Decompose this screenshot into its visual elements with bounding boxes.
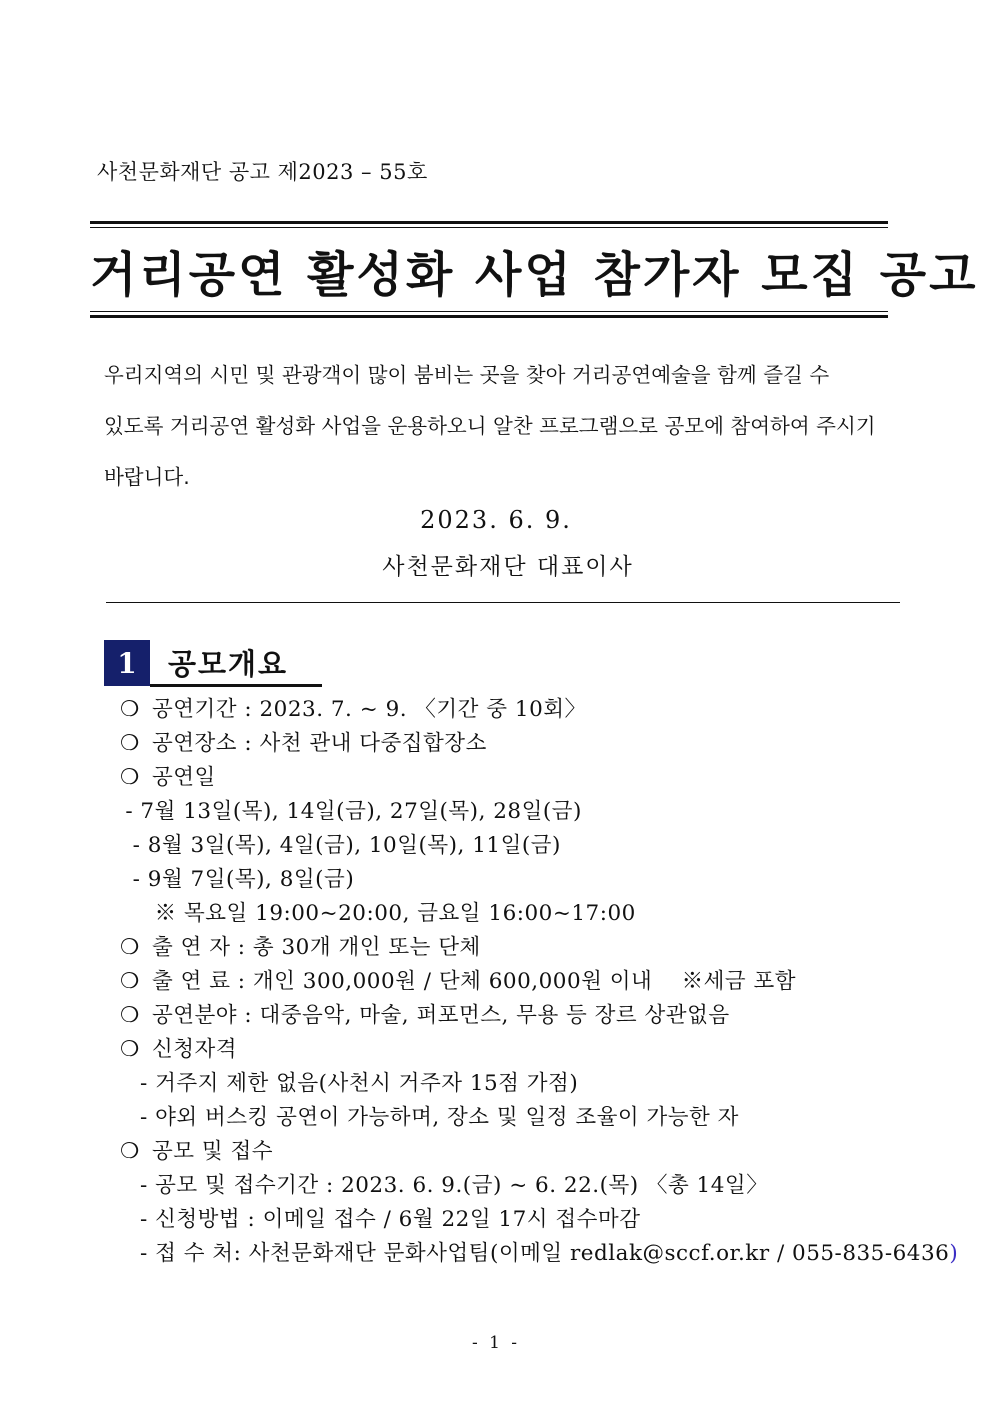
list-item-text: - 신청방법 : 이메일 접수 / 6월 22일 17시 접수마감 [118, 1207, 641, 1232]
circle-bullet-icon: ❍ [120, 697, 140, 722]
list-item-text: 출 연 자 : 총 30개 개인 또는 단체 [152, 935, 481, 960]
list-item-text: - 야외 버스킹 공연이 가능하며, 장소 및 일정 조율이 가능한 자 [118, 1105, 739, 1130]
section-number-badge: 1 [104, 640, 150, 686]
list-subitem [118, 1100, 739, 1131]
list-subitem [118, 1236, 958, 1267]
list-item [120, 998, 730, 1029]
list-item [120, 964, 796, 995]
list-item [120, 930, 481, 961]
intro-line: 있도록 거리공연 활성화 사업을 운용하오니 알찬 프로그램으로 공모에 참여하여 주시기 [104, 414, 876, 438]
list-item-text: 공연기간 : 2023. 7. ~ 9. 〈기간 중 10회〉 [152, 697, 587, 722]
list-item-text: - 7월 13일(목), 14일(금), 27일(목), 28일(금) [118, 799, 582, 824]
intro-line: 바랍니다. [104, 465, 190, 489]
organization-name: 사천문화재단 대표이사 [382, 554, 634, 580]
list-item-text: 출 연 료 : 개인 300,000원 / 단체 600,000원 이내 ※세금 포함 [152, 969, 797, 994]
notice-date: 2023. 6. 9. [420, 506, 572, 534]
list-item-text: 공연장소 : 사천 관내 다중집합장소 [152, 731, 487, 756]
circle-bullet-icon: ❍ [120, 731, 140, 756]
list-item-text: - 8월 3일(목), 4일(금), 10일(목), 11일(금) [118, 833, 561, 858]
list-subitem [118, 1202, 640, 1233]
section-title: 공모개요 [168, 647, 289, 681]
circle-bullet-icon: ❍ [120, 969, 140, 994]
circle-bullet-icon: ❍ [120, 1037, 140, 1062]
list-item [120, 726, 487, 757]
list-subitem [118, 828, 561, 859]
list-item-text: - 거주지 제한 없음(사천시 거주자 15점 가점) [118, 1071, 579, 1096]
title-top-rule-thin [90, 227, 888, 228]
intro-paragraph [104, 350, 884, 503]
page-number: - 1 - [471, 1333, 521, 1353]
list-item-text: 신청자격 [152, 1037, 238, 1062]
intro-line: 우리지역의 시민 및 관광객이 많이 붐비는 곳을 찾아 거리공연예술을 함께 즐길 수 [104, 363, 830, 387]
list-item-text: 공모 및 접수 [152, 1139, 274, 1164]
circle-bullet-icon: ❍ [120, 765, 140, 790]
list-item [120, 1134, 273, 1165]
list-item-text: - 공모 및 접수기간 : 2023. 6. 9.(금) ~ 6. 22.(목) 〈총 14일〉 [118, 1173, 769, 1198]
notice-number: 사천문화재단 공고 제2023 – 55호 [97, 160, 428, 184]
list-subitem [118, 896, 636, 927]
list-item-text: - 접 수 처: 사천문화재단 문화사업팀(이메일 redlak@sccf.or.kr / 055-835-6436 [118, 1241, 950, 1266]
list-item-text: 공연일 [152, 765, 216, 790]
circle-bullet-icon: ❍ [120, 1139, 140, 1164]
section-title-underline [150, 684, 322, 687]
circle-bullet-icon: ❍ [120, 1003, 140, 1028]
list-item-text: - 9월 7일(목), 8일(금) [118, 867, 355, 892]
closing-paren: ) [949, 1241, 959, 1266]
list-item [120, 1032, 237, 1063]
page-title: 거리공연 활성화 사업 참가자 모집 공고 [90, 247, 979, 303]
list-item-text: ※ 목요일 19:00~20:00, 금요일 16:00~17:00 [118, 901, 636, 926]
list-subitem [118, 1066, 578, 1097]
list-item [120, 760, 216, 791]
list-item [120, 692, 587, 723]
list-item-text: 공연분야 : 대중음악, 마술, 퍼포먼스, 무용 등 장르 상관없음 [152, 1003, 730, 1028]
divider [106, 602, 900, 603]
title-top-rule-thick [90, 221, 888, 224]
list-subitem [118, 794, 582, 825]
title-bottom-rule-thin [90, 311, 888, 312]
list-subitem [118, 1168, 768, 1199]
title-bottom-rule-thick [90, 315, 888, 318]
list-subitem [118, 862, 354, 893]
circle-bullet-icon: ❍ [120, 935, 140, 960]
